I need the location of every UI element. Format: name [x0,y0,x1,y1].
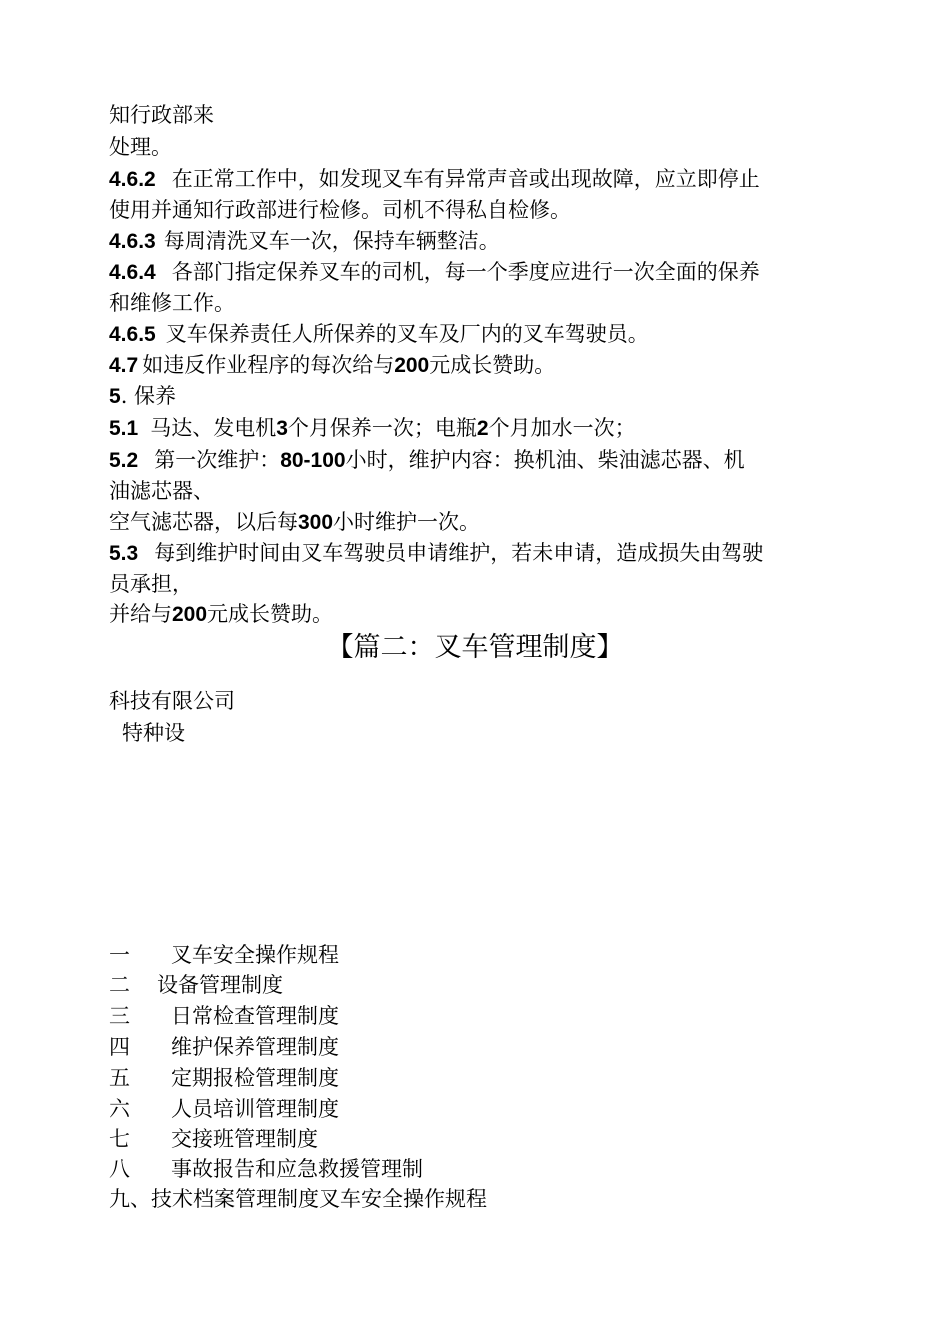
clause-number: 4.6.2 [109,168,156,191]
amount: 200 [172,603,208,626]
clause-text: 个月保养一次；电瓶 [287,416,477,440]
text: 空气滤芯器，以后每 [109,510,298,534]
toc-item [109,1124,318,1154]
clause-number: 4.7 [109,354,139,377]
clause-4-7 [109,350,555,381]
clause-text: 元成长赞助。 [429,353,556,377]
text: 并给与 [109,602,172,626]
clause-text: 个月加水一次； [488,416,636,440]
paragraph-line [109,476,214,506]
subtitle: 特种设 [122,721,185,745]
toc-label: 维护保养管理制度 [171,1035,339,1059]
toc-index: 二 [109,973,130,997]
toc-label: 交接班管理制度 [171,1127,318,1151]
text: 使用并通知行政部进行检修。司机不得私自检修。 [109,198,571,222]
company-name: 科技有限公司 [109,689,235,713]
clause-number: 4.6.4 [109,261,156,284]
toc-item [109,970,283,1000]
clause-5-2 [109,445,745,476]
text: 小时维护一次。 [333,510,481,534]
paragraph-line [109,100,214,130]
toc-index: 八 [109,1157,130,1181]
amount: 200 [394,354,430,377]
clause-number: 5.1 [109,417,139,440]
toc-index: 七 [109,1127,130,1151]
clause-5-1 [109,413,636,444]
text: 和维修工作。 [109,291,235,315]
toc-index: 五 [109,1066,130,1090]
toc-item [109,1154,423,1184]
clause-4-6-3 [109,226,500,257]
clause-text: 在正常工作中，如发现叉车有异常声音或出现故障，应立即停止 [171,167,760,191]
toc-index: 三 [109,1004,130,1028]
text: 油滤芯器、 [109,479,214,503]
amount: 2 [476,417,489,440]
clause-number: 4.6.3 [109,230,156,253]
clause-text: 各部门指定保养叉车的司机，每一个季度应进行一次全面的保养 [171,260,760,284]
paragraph-line [109,507,480,538]
text: 元成长赞助。 [207,602,334,626]
clause-4-6-4 [109,257,760,288]
paragraph-line [109,132,172,162]
toc-label: 事故报告和应急救援管理制 [171,1157,423,1181]
section-number: 5 [109,385,121,408]
amount: 3 [276,417,288,440]
toc-item [109,940,339,970]
clause-number: 4.6.5 [109,323,156,346]
toc-item [109,1063,339,1093]
toc-item [109,1094,339,1124]
toc-label: 定期报检管理制度 [171,1066,339,1090]
clause-text: 第一次维护： [154,448,281,472]
clause-text: 每周清洗叉车一次，保持车辆整洁。 [163,229,500,253]
text: 处理。 [109,135,172,159]
clause-5-3 [109,538,763,569]
clause-4-6-5 [109,319,649,350]
toc-label: 设备管理制度 [157,973,283,997]
text: 知行政部来 [109,103,214,127]
toc-index: 一 [109,943,130,967]
toc-item [109,1032,339,1062]
clause-text: 马达、发电机 [150,416,277,440]
clause-text: 小时，维护内容：换机油、柴油滤芯器、机 [345,448,745,472]
toc-label: 人员培训管理制度 [171,1097,339,1121]
paragraph-line [109,288,235,318]
clause-text: 叉车保养责任人所保养的叉车及厂内的叉车驾驶员。 [165,322,649,346]
paragraph-line [109,599,333,630]
clause-number: 5.3 [109,542,139,565]
clause-text: 每到维护时间由叉车驾驶员申请维护，若未申请，造成损失由驾驶 [154,541,764,565]
toc-label: 日常检查管理制度 [171,1004,339,1028]
amount: 300 [298,511,334,534]
section-title: 【篇二：叉车管理制度】 [326,632,624,663]
toc-item [109,1001,339,1031]
section-5-heading [109,381,176,412]
section-heading: . 保养 [120,384,177,408]
paragraph-line [109,195,571,225]
text: 员承担， [109,572,193,596]
amount: 80-100 [280,449,346,472]
toc-index: 四 [109,1035,130,1059]
toc-item: 九、技术档案管理制度叉车安全操作规程 [109,1187,487,1211]
paragraph-line [109,569,193,599]
clause-text: 如违反作业程序的每次给与 [142,353,395,377]
clause-4-6-2 [109,164,760,195]
toc-label: 叉车安全操作规程 [171,943,339,967]
toc-index: 六 [109,1097,130,1121]
clause-number: 5.2 [109,449,139,472]
